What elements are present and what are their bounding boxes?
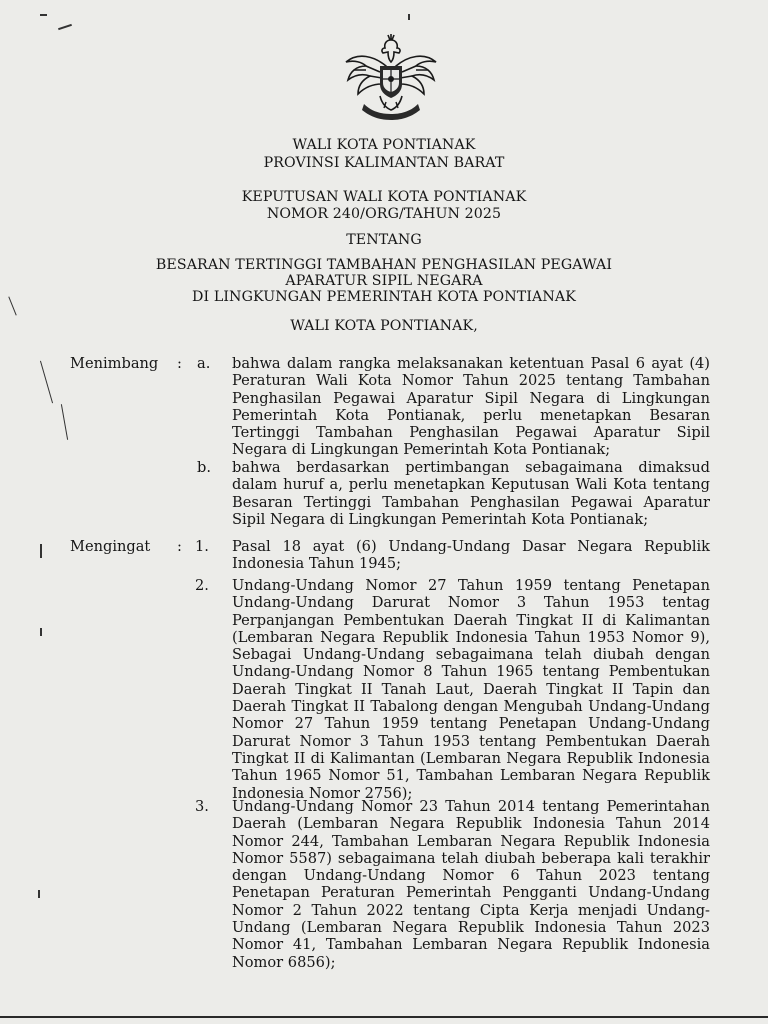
scan-speck bbox=[40, 14, 47, 16]
scan-speck bbox=[408, 14, 410, 20]
scan-speck bbox=[58, 24, 72, 30]
authority-heading: WALI KOTA PONTIANAK, bbox=[290, 318, 478, 334]
menimbang-item-a-marker: a. bbox=[197, 355, 211, 372]
decree-title: KEPUTUSAN WALI KOTA PONTIANAK bbox=[241, 189, 527, 205]
scan-speck bbox=[38, 890, 40, 898]
page-edge-rule bbox=[0, 1016, 768, 1018]
decree-number: NOMOR 240/ORG/TAHUN 2025 bbox=[266, 206, 502, 222]
scan-speck bbox=[40, 361, 53, 404]
scan-speck bbox=[40, 628, 42, 636]
menimbang-item-a-text: bahwa dalam rangka melaksanakan ketentuan Pasal 6 ayat (4) Peraturan Wali Kota Nomor Tahun 2025 tentang Tambahan Penghasilan Pegawai Aparatur Sipil Negara di Lingkungan Pemerintah Kota Pontianak, perlu menetapkan Besaran Tertinggi Tambahan Penghasilan Pegawai Aparatur Sipil Negara di Lingkungan Pemerintah Kota Pontianak; bbox=[232, 355, 710, 459]
menimbang-item-b-marker: b. bbox=[197, 459, 211, 476]
menimbang-colon: : bbox=[177, 355, 182, 372]
subject-line-1: BESARAN TERTINGGI TAMBAHAN PENGHASILAN PEGAWAI bbox=[155, 257, 613, 273]
province-title: PROVINSI KALIMANTAN BARAT bbox=[263, 155, 505, 171]
mengingat-item-1-text: Pasal 18 ayat (6) Undang-Undang Dasar Negara Republik Indonesia Tahun 1945; bbox=[232, 538, 710, 573]
mengingat-item-2-marker: 2. bbox=[195, 577, 209, 594]
mengingat-item-3-marker: 3. bbox=[195, 798, 209, 815]
mengingat-item-3-text: Undang-Undang Nomor 23 Tahun 2014 tentang Pemerintahan Daerah (Lembaran Negara Republik Indonesia Tahun 2014 Nomor 244, Tambahan Lembaran Negara Republik Indonesia Nomor 5587) sebagaimana telah diubah beberapa kali terakhir dengan Undang-Undang Nomor 6 Tahun 2023 tentang Penetapan Peraturan Pemerintah Pengganti Undang-Undang Nomor 2 Tahun 2022 tentang Cipta Kerja menjadi Undang-Undang (Lembaran Negara Republik Indonesia Tahun 2023 Nomor 41, Tambahan Lembaran Negara Republik Indonesia Nomor 6856); bbox=[232, 798, 710, 971]
scan-speck bbox=[40, 544, 42, 558]
garuda-emblem-icon bbox=[336, 26, 446, 122]
subject-line-3: DI LINGKUNGAN PEMERINTAH KOTA PONTIANAK bbox=[192, 289, 576, 305]
subject-line-2: APARATUR SIPIL NEGARA bbox=[285, 273, 483, 289]
about-heading: TENTANG bbox=[346, 232, 422, 248]
mengingat-label: Mengingat bbox=[70, 538, 151, 555]
scan-speck bbox=[61, 404, 68, 440]
mengingat-colon: : bbox=[177, 538, 182, 555]
menimbang-label: Menimbang bbox=[70, 355, 159, 372]
mengingat-item-1-marker: 1. bbox=[195, 538, 209, 555]
issuer-title: WALI KOTA PONTIANAK bbox=[292, 137, 476, 153]
mengingat-item-2-text: Undang-Undang Nomor 27 Tahun 1959 tentang Penetapan Undang-Undang Darurat Nomor 3 Tahun 1953 tentag Perpanjangan Pembentukan Daerah Tingkat II di Kalimantan (Lembaran Negara Republik Indonesia Tahun 1953 Nomor 9), Sebagai Undang-Undang sebagaimana telah diubah dengan Undang-Undang Nomor 8 Tahun 1965 tentang Pembentukan Daerah Tingkat II Tanah Laut, Daerah Tingkat II Tapin dan Daerah Tingkat II Tabalong dengan Mengubah Undang-Undang Nomor 27 Tahun 1959 tentang Penetapan Undang-Undang Darurat Nomor 3 Tahun 1953 tentang Pembentukan Daerah Tingkat II di Kalimantan (Lembaran Negara Republik Indonesia Tahun 1965 Nomor 51, Tambahan Lembaran Negara Republik Indonesia Nomor 2756); bbox=[232, 577, 710, 802]
menimbang-item-b-text: bahwa berdasarkan pertimbangan sebagaimana dimaksud dalam huruf a, perlu menetapkan Keputusan Wali Kota tentang Besaran Tertinggi Tambahan Penghasilan Pegawai Aparatur Sipil Negara di Lingkungan Pemerintah Kota Pontianak; bbox=[232, 459, 710, 528]
